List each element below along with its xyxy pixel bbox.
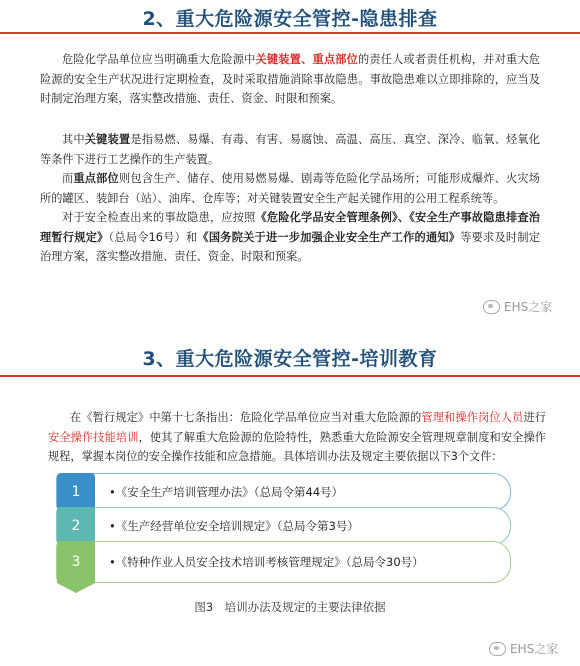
paragraph-hazard-rectification: 对于安全检查出来的事故隐患，应按照《危险化学品安全管理条例》、《安全生产事故隐患排查治理暂行规定》（总局令16号）和《国务院关于进一步加强企业安全生产工作的通知》等要求及时制定治理方案，落实整改措施、责任、资金、时限和预案。 [40,211,540,263]
watermark-text: EHS之家 [504,300,553,314]
watermark [489,640,558,657]
regulation-item [56,541,511,583]
section-title-hazard-inspection: 2、重大危险源安全管控-隐患排查 [142,8,438,30]
paragraph-key-locations: 而重点部位则包含生产、储存、使用易燃易爆、剧毒等危险化学品场所；可能形成爆炸、火灾场所的罐区、装卸台（站）、油库、仓库等；对关键装置安全生产起关键作用的公用工程系统等。 [40,172,540,205]
item-number: 1 [57,473,95,511]
regulation-text: •《特种作业人员安全技术培训考核管理规定》（总局令30号） [109,555,424,569]
section-title-training: 3、重大危险源安全管控-培训教育 [142,348,438,370]
regulation-item [56,507,511,545]
paragraph-training: 在《暂行规定》中第十七条指出：危险化学品单位应当对重大危险源的管理和操作岗位人员进行安全操作技能培训，使其了解重大危险源的危险特性，熟悉重大危险源安全管理规章制度和安全操作规程，掌握本岗位的安全操作技能和应急措施。具体培训办法及规定主要依据以下3个文件： [48,411,546,463]
figure-caption: 图3 培训办法及规定的主要法律依据 [194,600,386,614]
regulation-text: •《安全生产培训管理办法》（总局令第44号） [109,485,344,499]
paragraph-responsibility: 危险化学品单位应当明确重大危险源中关键装置、重点部位的责任人或者责任机构，并对重大危险源的安全生产状况进行定期检查，及时采取措施消除事故隐患。事故隐患难以立即排除的，应当及时制定治理方案，落实整改措施、责任、资金、时限和预案。 [40,53,540,105]
section-divider [0,32,580,34]
item-number: 3 [57,541,95,583]
wechat-icon [489,642,506,656]
regulation-text: •《生产经营单位安全培训规定》（总局令第3号） [109,519,359,533]
regulation-item [56,473,511,511]
watermark [483,298,552,315]
item-number: 2 [57,507,95,545]
watermark-text: EHS之家 [510,642,559,656]
paragraph-key-devices: 其中关键装置是指易燃、易爆、有毒、有害、易腐蚀、高温、高压、真空、深冷、临氧、烃氧化等条件下进行工艺操作的生产装置。 [40,133,540,166]
wechat-icon [483,300,500,314]
section-divider [0,375,580,377]
